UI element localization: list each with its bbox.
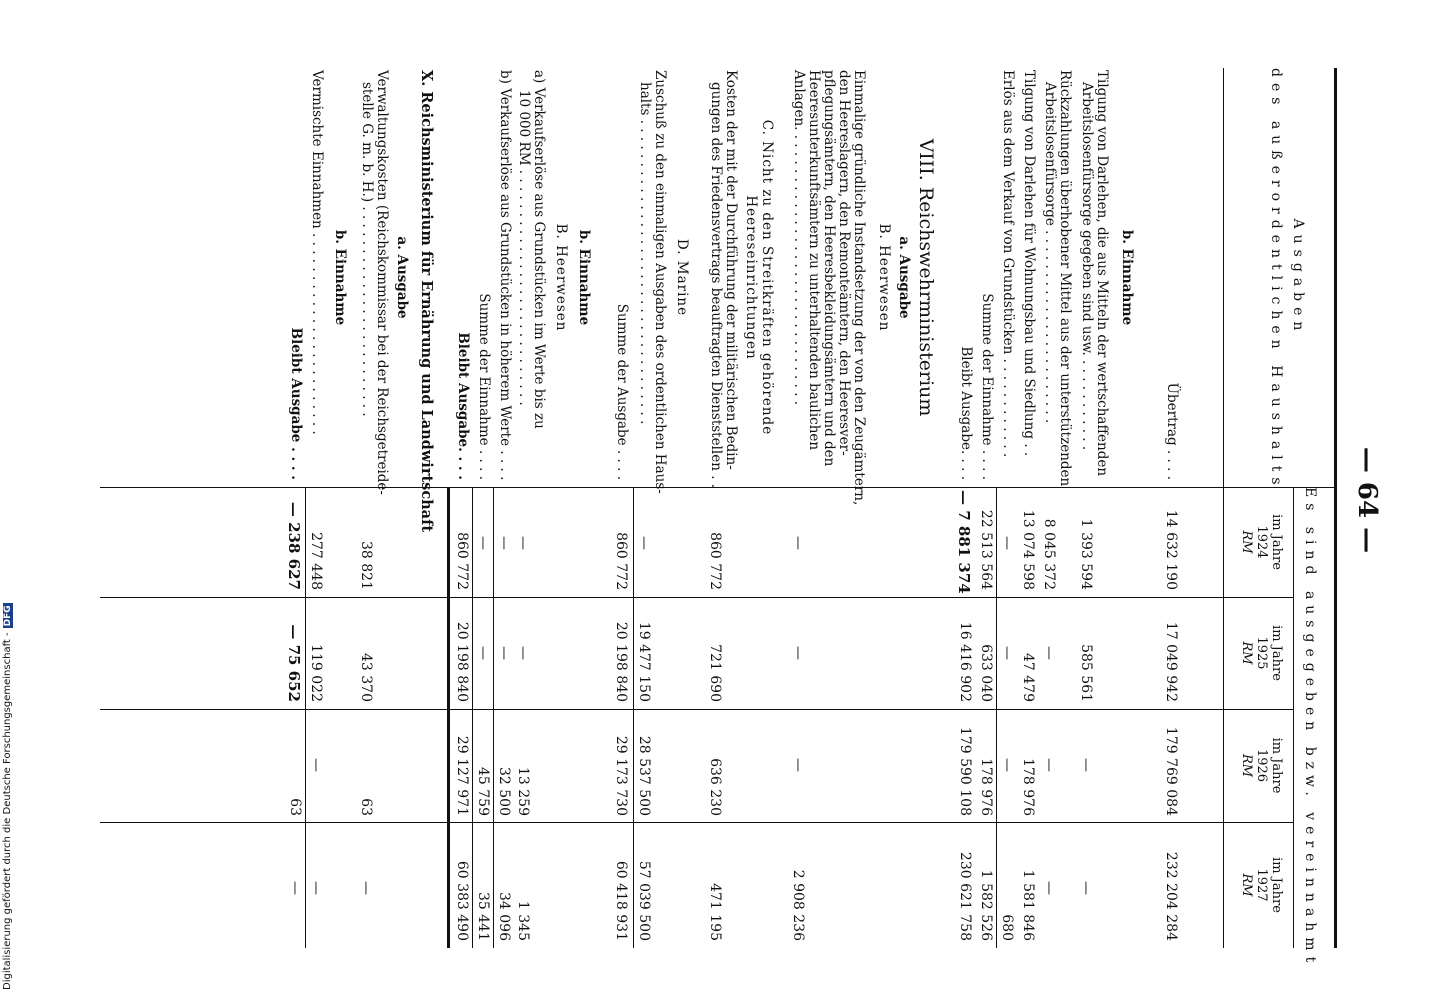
header-left-line2: des außerordentlichen Haushalts [1268,68,1284,491]
cell: — 75 652 [285,624,303,702]
year-header-1927: im Jahre 1927 RM [1239,857,1284,913]
cell: — 7 881 374 [955,490,973,594]
subhead-b-heerwesen: B. Heerwesen [876,223,892,332]
cell: 8 045 372 [1041,518,1057,590]
cell: 16 416 902 [957,621,973,702]
cell: 860 772 [707,532,723,590]
cell: — [308,758,324,772]
cell: — [999,646,1015,660]
cell: 1 345 [515,900,531,941]
sum-rule [633,487,634,948]
cell: 14 632 190 [1163,509,1179,590]
row-summe-einnahme-2-label: Summe der Einnahme . . . . [476,293,492,480]
subhead-b-einnahme: b. Einnahme [576,229,592,326]
header-left-line1: Ausgaben [1290,218,1306,337]
cell: 32 500 [496,767,512,816]
row-verkauf-a-label-1: a) Verkaufserlöse aus Grundstücken im Werte bis zu [531,70,547,429]
subhead-c-line2: Heereseinrichtungen [743,195,759,360]
cell: 17 049 942 [1163,621,1179,702]
cell: — [1041,881,1057,895]
cell: 1 393 594 [1078,518,1094,590]
credit-text: Digitalisierung gefördert durch die Deutsche Forschungsgemeinschaft - [2,632,13,990]
cell: 63 [358,798,374,816]
row-wohnung-label: Tilgung von Darlehen für Wohnungsbau und Siedlung . . [1021,70,1037,457]
cell: 1 582 526 [978,869,994,941]
cell: 230 621 758 [957,851,973,941]
sum-rule [472,487,473,948]
header-right-span: Es sind ausgegeben bzw. vereinnahmt [1302,487,1318,969]
cell: 20 198 840 [454,621,470,702]
row-rueckzahlung-label-2: Arbeitslosenfürsorge . . . . . . . . . . . . . . . . . . . . . . . [1042,82,1058,424]
cell: 43 370 [358,653,374,702]
cell: — [999,536,1015,550]
cell: — [790,536,806,550]
cell: 29 127 971 [454,735,470,816]
cell: — [496,536,512,550]
cell: 633 040 [978,644,994,702]
cell: 178 976 [1020,758,1036,816]
cell: — [1041,646,1057,660]
table-top-rule [1334,68,1337,948]
cell: — [308,881,324,895]
cell: 60 418 931 [613,860,629,941]
row-bleibt-ausgabe-3-label: Bleibt Ausgabe . . . . [288,327,304,480]
row-tilgung-label-2: Arbeitslosenfürsorge gegeben sind usw. . . . . . . . . . . . [1079,82,1095,451]
cell: — [790,646,806,660]
row-verkauf-b-label: b) Verkaufserlöse aus Grundstücken in höherem Werte . . . . [497,70,513,481]
cell: — [1078,881,1094,895]
cell: 35 441 [475,892,491,941]
row-summe-einnahme-label: Summe der Einnahme . . . . [979,293,995,480]
cell: — [1041,758,1057,772]
header-bottom-rule [1223,68,1224,948]
col-rule-1924 [100,597,1294,598]
row-einmalige-label-2: den Heereslagern, den Remonteämtern, den Heeresver- [836,70,852,456]
row-zuschuss-label-1: Zuschuß zu den einmaligen Ausgaben des ordentlichen Haus- [652,70,668,494]
dfg-logo: DFG [3,605,13,627]
col-rule-1926 [100,822,1294,823]
cell: 47 479 [1020,653,1036,702]
year-header-1925: im Jahre 1925 RM [1239,625,1284,681]
year-header-1924: im Jahre 1924 RM [1239,514,1284,570]
year-span-rule [1293,487,1294,948]
cell: 28 537 500 [636,735,652,816]
year-header-1926: im Jahre 1926 RM [1239,737,1284,794]
cell: 721 690 [707,644,723,702]
row-erloes-label: Erlös aus dem Verkauf von Grundstücken . . . . . . . . . . . . [1000,70,1016,458]
cell: 38 821 [358,541,374,590]
cell: 63 [287,798,303,816]
cell: 19 477 150 [636,621,652,702]
page-number: — 64 — [1352,446,1382,554]
col-rule-1925 [100,709,1294,710]
row-einmalige-label-1: Einmalige gründliche Instandsetzung der von den Zeugämtern, [851,70,867,506]
cell: 45 759 [475,767,491,816]
sum-rule [305,487,306,948]
row-kosten-label-2: gungen des Friedensvertrags beauftragten Dienststellen . . [708,82,724,489]
subhead-c-line1: C. Nicht zu den Streitkräften gehörende [759,119,775,436]
subhead-b-einnahme: b. Einnahme [1119,229,1135,326]
row-kosten-label-1: Kosten der mit der Durchführung der militärischen Bedin- [723,70,739,470]
cell: 13 074 598 [1020,509,1036,590]
cell: — [636,536,652,550]
section-title-viii: VIII. Reichswehrministerium [915,138,937,417]
cell: 29 173 730 [613,735,629,816]
sum-rule [493,487,494,948]
row-verwaltung-label-2: stelle G. m. b. H.) . . . . . . . . . . . . . . . . . . . . . . . . . [359,82,375,417]
cell: 585 561 [1078,644,1094,702]
digitization-credit [2,0,16,990]
row-bleibt-ausgabe-2-label: Bleibt Ausgabe. . . . [455,332,471,480]
cell: 277 448 [308,532,324,590]
cell: — [496,646,512,660]
cell: 178 976 [978,758,994,816]
cell: 1 581 846 [1020,869,1036,941]
subhead-a-ausgabe: a. Ausgabe [394,236,410,319]
section-title-x: X. Reichsministerium für Ernährung und Landwirtschaft [418,70,435,533]
cell: — [358,881,374,895]
row-summe-ausgabe-label: Summe der Ausgabe . . . . [614,303,630,480]
row-uebertrag-label: Übertrag . . . . [1164,382,1180,480]
cell: 34 096 [496,892,512,941]
cell: 22 513 564 [978,509,994,590]
cell: 179 769 084 [1163,726,1179,816]
cell: — [515,646,531,660]
subhead-b-heerwesen: B. Heerwesen [553,223,569,332]
cell: 179 590 108 [957,726,973,816]
row-einmalige-label-3: pflegungsämtern, den Heeresbekleidungsämtern und den [821,70,837,467]
row-vermischte-label: Vermischte Einnahmen . . . . . . . . . . . . . . . . . . . . . . . . [309,70,325,435]
cell: 860 772 [454,532,470,590]
cell: 60 383 490 [454,860,470,941]
row-verkauf-a-label-2: 10 000 RM . . . . . . . . . . . . . . . . . . . . . . . . . . . . [516,90,532,406]
cell: 471 195 [707,883,723,941]
cell: — 238 627 [285,501,303,590]
cell: 57 039 500 [636,860,652,941]
section-divider [447,487,450,948]
cell: — [999,758,1015,772]
cell: 860 772 [613,532,629,590]
cell: — [790,758,806,772]
cell: 119 022 [308,644,324,702]
row-bleibt-ausgabe-label: Bleibt Ausgabe. . . . [958,346,974,480]
cell: — [287,881,303,895]
row-einmalige-label-5: Anlagen. . . . . . . . . . . . . . . . . . . . . . . . . . . . . . . . . [791,70,807,406]
cell: 20 198 840 [613,621,629,702]
cell: — [515,536,531,550]
cell: — [1078,758,1094,772]
row-verwaltung-label-1: Verwaltungskosten (Reichskommissar bei der Reichsgetreide- [374,70,390,495]
cell: 2 908 236 [790,869,806,941]
cell: 232 204 284 [1163,851,1179,941]
row-rueckzahlung-label-1: Rückzahlungen überhobener Mittel aus der unterstützenden [1057,70,1073,487]
cell: — [475,536,491,550]
row-einmalige-label-4: Heeresunterkunftsämtern zu unterhaltenden baulichen [806,70,822,451]
cell: 636 230 [707,758,723,816]
subhead-d-marine: D. Marine [674,238,690,317]
cell: 13 259 [515,767,531,816]
row-tilgung-label-1: Tilgung von Darlehen, die aus Mitteln der wertschaffenden [1094,70,1110,477]
subhead-a-ausgabe: a. Ausgabe [896,236,912,319]
row-zuschuss-label-2: halts . . . . . . . . . . . . . . . . . . . . . . . . . . . . . . . . . . . . [637,82,653,425]
cell: 680 [999,914,1015,941]
sum-rule [996,487,997,948]
subhead-b-einnahme: b. Einnahme [332,229,348,326]
cell: — [475,646,491,660]
